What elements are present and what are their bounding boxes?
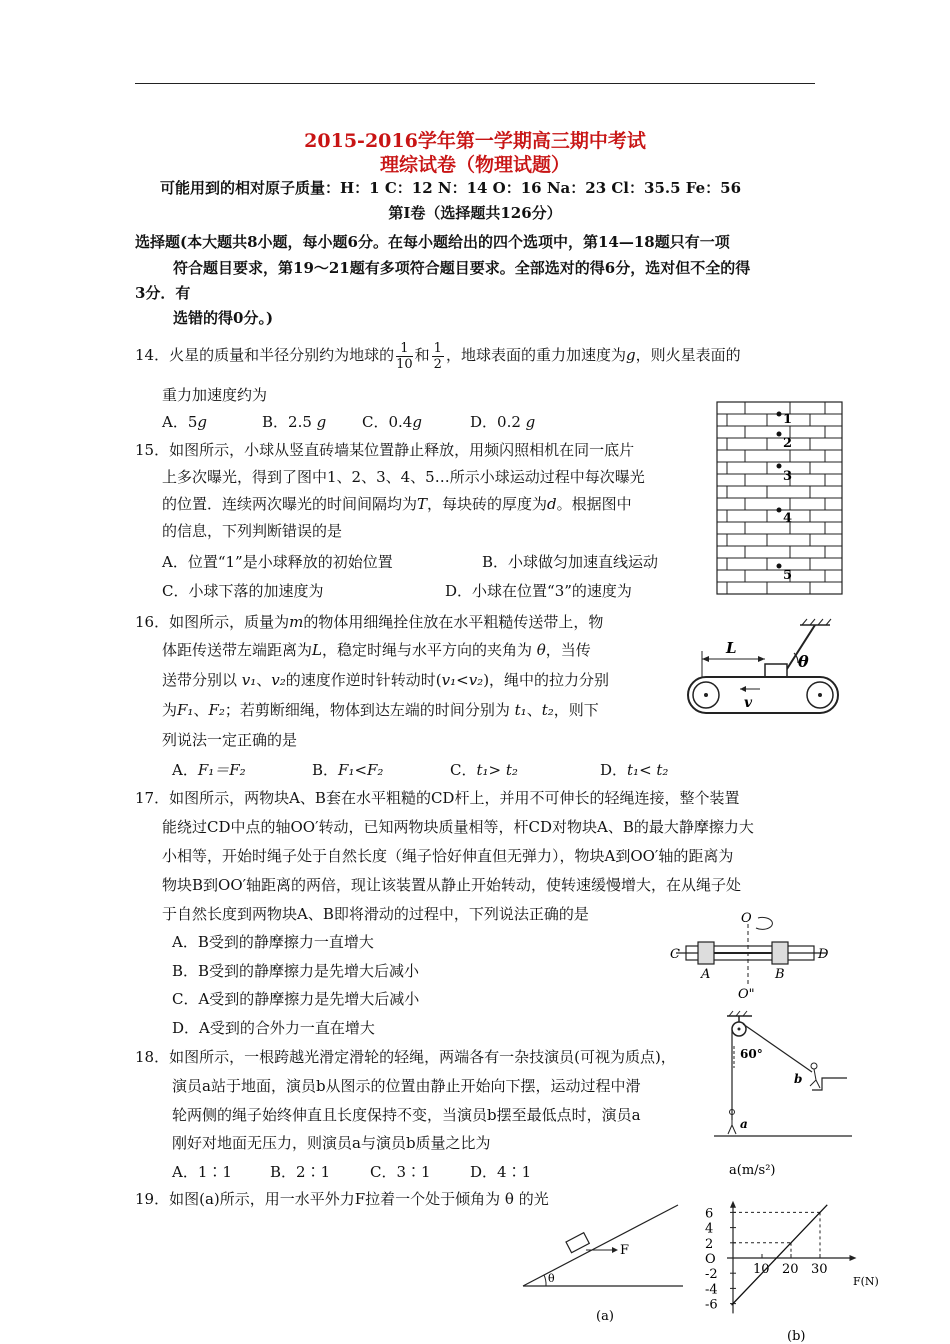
q17-line5: 于自然长度到两物块A、B即将滑动的过程中，下列说法正确的是 <box>162 905 589 923</box>
q14-option-b: B．2.5 g <box>262 413 327 431</box>
fig16-theta: θ <box>798 652 809 671</box>
instructions-line4: 选错的得0分。) <box>173 309 274 327</box>
q14-line2: 重力加速度约为 <box>162 386 268 404</box>
ball-position-4 <box>777 508 782 513</box>
q17-option-b: B．B受到的静摩擦力是先增大后减小 <box>172 962 420 980</box>
incline-figure <box>518 1200 688 1330</box>
q17-option-a: A．B受到的静摩擦力一直增大 <box>172 933 374 951</box>
conveyor-figure <box>680 615 850 730</box>
q15-option-a: A．位置“1”是小球释放的初始位置 <box>162 553 393 571</box>
q19-line1: 19．如图(a)所示，用一水平外力F拉着一个处于倾角为 θ 的光 <box>135 1190 549 1208</box>
ball-label-2: 2 <box>783 436 793 451</box>
ball-label-4: 4 <box>783 511 793 526</box>
atomic-masses: 可能用到的相对原子质量：H：1 C：12 N：14 O：16 Na：23 Cl：35.5 Fe：56 <box>160 179 742 197</box>
y-tick-O: O <box>705 1252 716 1267</box>
caption-b: (b) <box>787 1329 806 1344</box>
q15-option-b: B．小球做匀加速直线运动 <box>482 553 659 571</box>
fraction-1-2: $\frac{1}{2}$ <box>433 340 442 372</box>
fig17-C: C <box>670 947 680 962</box>
q14-option-c: C．0.4g <box>362 413 422 431</box>
y-tick-4: 4 <box>705 1221 714 1237</box>
q15-line1: 15．如图所示，小球从竖直砖墙某位置静止释放，用频闪照相机在同一底片 <box>135 441 635 459</box>
chart-ylabel: a(m/s²) <box>729 1163 776 1178</box>
q16-option-a: A．F₁＝F₂ <box>172 761 246 779</box>
q17-line1: 17．如图所示，两物块A、B套在水平粗糙的CD杆上，并用不可伸长的轻绳连接，整个装置 <box>135 789 740 807</box>
ball-position-1 <box>777 412 782 417</box>
q17-option-c: C．A受到的静摩擦力是先增大后减小 <box>172 990 420 1008</box>
q18-option-c: C．3∶1 <box>370 1163 431 1181</box>
ball-label-1: 1 <box>783 412 793 427</box>
ball-label-5: 5 <box>783 568 793 583</box>
q15-line2: 上多次曝光，得到了图中1、2、3、4、5…所示小球运动过程中每次曝光 <box>162 468 645 486</box>
fig18-b: b <box>794 1072 803 1086</box>
q18-option-d: D．4∶1 <box>470 1163 532 1181</box>
q17-line2: 能绕过CD中点的轴OO′转动，已知两物块质量相等，杆CD对物块A、B的最大静摩擦力大 <box>162 818 754 836</box>
q18-option-a: A．1∶1 <box>172 1163 232 1181</box>
q15-line3: 的位置．连续两次曝光的时间间隔均为T，每块砖的厚度为d。根据图中 <box>162 495 632 513</box>
fig17-O1: O <box>741 911 752 926</box>
y-tick--2: -2 <box>705 1267 718 1283</box>
q18-line2: 演员a站于地面，演员b从图示的位置由静止开始向下摆，运动过程中滑 <box>172 1077 641 1095</box>
x-axis-arrow <box>850 1255 857 1261</box>
acceleration-force-graph <box>695 1160 895 1344</box>
q17-line4: 物块B到OO′轴距离的两倍，现让该装置从静止开始转动，使转速缓慢增大，在从绳子处 <box>162 876 742 894</box>
q16-line3: 送带分别以 v₁、v₂的速度作逆时针转动时(v₁<v₂)，绳中的拉力分别 <box>162 671 610 689</box>
q16-option-d: D．t₁< t₂ <box>600 761 669 779</box>
fig19-F: F <box>620 1243 630 1258</box>
y-tick--4: -4 <box>705 1282 718 1298</box>
ball-label-3: 3 <box>783 469 793 484</box>
caption-a: (a) <box>596 1309 614 1324</box>
exam-title: 2015-2016学年第一学期高三期中考试 <box>304 130 646 152</box>
q14-stem: 14．火星的质量和半径分别约为地球的 $\frac{1}{10}$ 和 $\frac{1}{2}$ ，地球表面的重力加速度为g，则火星表面的 <box>135 340 741 372</box>
q18-line4: 刚好对地面无压力，则演员a与演员b质量之比为 <box>172 1134 491 1152</box>
fig16-v: v <box>744 695 753 711</box>
x-tick-10: 10 <box>753 1262 770 1277</box>
q16-option-c: C．t₁> t₂ <box>450 761 518 779</box>
chart-xlabel: F(N) <box>853 1275 879 1288</box>
brick-wall-figure <box>715 400 845 596</box>
q16-line4: 为F₁、F₂；若剪断细绳，物体到达左端的时间分别为 t₁、t₂，则下 <box>162 701 599 719</box>
q16-line5: 列说法一定正确的是 <box>162 731 298 749</box>
fig19-theta: θ <box>548 1272 555 1285</box>
q17-option-d: D．A受到的合外力一直在增大 <box>172 1019 375 1037</box>
fraction-1-10: $\frac{1}{10}$ <box>396 340 413 372</box>
q15-line4: 的信息，下列判断错误的是 <box>162 522 343 540</box>
fig17-D: D <box>818 947 829 962</box>
q16-line2: 体距传送带左端距离为L，稳定时绳与水平方向的夹角为 θ，当传 <box>162 641 591 659</box>
x-tick-20: 20 <box>782 1262 799 1277</box>
q18-line3: 轮两侧的绳子始终伸直且长度保持不变，当演员b摆至最低点时，演员a <box>172 1106 641 1124</box>
q18-option-b: B．2∶1 <box>270 1163 331 1181</box>
section-heading: 第Ⅰ卷（选择题共126分） <box>388 204 562 222</box>
fig17-O2: O" <box>738 987 755 1002</box>
y-tick--6: -6 <box>705 1297 718 1313</box>
q14-option-d: D．0.2 g <box>470 413 536 431</box>
y-axis-arrow <box>730 1201 736 1208</box>
q15-option-d: D．小球在位置“3”的速度为 <box>445 582 632 600</box>
fig18-angle: 60° <box>740 1047 763 1061</box>
series-line-0 <box>732 1205 828 1305</box>
q14-option-a: A．5g <box>162 413 207 431</box>
top-rule <box>135 83 815 84</box>
fig17-B: B <box>775 967 785 982</box>
instructions-line1: 选择题(本大题共8小题，每小题6分。在每小题给出的四个选项中，第14—18题只有一项 <box>135 233 730 251</box>
instructions-line2: 符合题目要求，第19～21题有多项符合题目要求。全部选对的得6分，选对但不全的得 <box>173 259 751 277</box>
y-tick-2: 2 <box>705 1236 714 1252</box>
exam-subtitle: 理综试卷（物理试题） <box>379 154 570 176</box>
rotating-rod-figure <box>668 908 838 1008</box>
instructions-line3: 3分．有 <box>135 284 191 302</box>
y-tick-6: 6 <box>705 1206 714 1222</box>
q17-line3: 小相等，开始时绳子处于自然长度（绳子恰好伸直但无弹力），物块A到OO′轴的距离为 <box>162 847 734 865</box>
ball-position-5 <box>777 564 782 569</box>
q16-option-b: B．F₁<F₂ <box>312 761 384 779</box>
q16-line1: 16．如图所示，质量为m的物体用细绳拴住放在水平粗糙传送带上，物 <box>135 613 604 631</box>
fig16-L: L <box>726 639 737 657</box>
ball-position-3 <box>777 464 782 469</box>
fig17-A: A <box>701 967 711 982</box>
ball-position-2 <box>777 432 782 437</box>
fig18-a: a <box>740 1117 748 1131</box>
x-tick-30: 30 <box>811 1262 828 1277</box>
pulley-figure <box>712 1010 857 1145</box>
q15-option-c: C．小球下落的加速度为 <box>162 582 324 600</box>
q18-line1: 18．如图所示，一根跨越光滑定滑轮的轻绳，两端各有一杂技演员(可视为质点)， <box>135 1048 676 1066</box>
